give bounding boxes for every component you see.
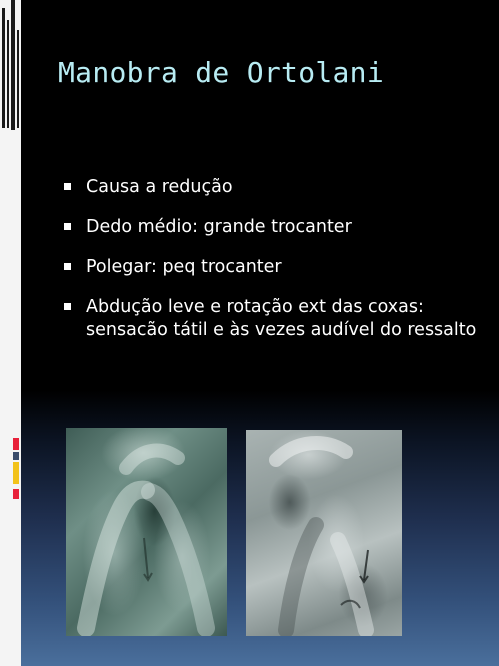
accent-block-gray: [13, 452, 19, 460]
bullet-text: Causa a redução: [86, 177, 233, 197]
bullet-text: Dedo médio: grande trocanter: [86, 217, 352, 237]
square-bullet-icon: [64, 183, 71, 190]
bullet-item: [62, 256, 482, 279]
bullet-item: [62, 176, 482, 199]
accent-block-red: [13, 438, 19, 450]
square-bullet-icon: [64, 303, 71, 310]
square-bullet-icon: [64, 263, 71, 270]
bullet-text: Polegar: peq trocanter: [86, 257, 282, 277]
hip-exam-photo-left: [66, 428, 227, 636]
bullet-list: [62, 176, 482, 359]
square-bullet-icon: [64, 223, 71, 230]
bullet-item: [62, 216, 482, 239]
hip-exam-photo-right: [246, 430, 402, 636]
bullet-item: [62, 296, 482, 342]
slide-title: Manobra de Ortolani: [58, 56, 384, 89]
corner-stripes-decoration: [0, 0, 21, 140]
accent-block-yellow: [13, 462, 19, 484]
bullet-text: Abdução leve e rotação ext das coxas: sensacão tátil e às vezes audível do ressalto: [86, 297, 477, 340]
accent-block-red-lower: [13, 489, 19, 499]
hands-on-infant-illustration: [66, 428, 227, 636]
hands-on-infant-illustration: [246, 430, 402, 636]
